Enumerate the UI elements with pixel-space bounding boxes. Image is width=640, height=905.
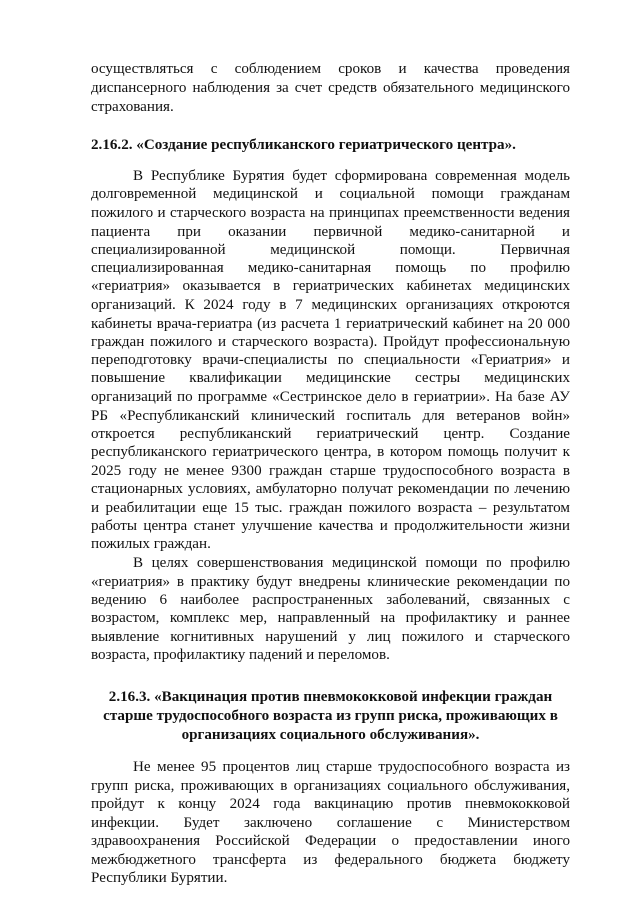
text-line: возраста, профилактику падений и переломов. bbox=[91, 647, 390, 663]
text-line: пожилых граждан. bbox=[91, 536, 211, 552]
text-line: межбюджетного трансферта из федерального бюджета бюджету bbox=[91, 852, 570, 868]
section-heading: 2.16.2. «Создание республиканского гериатрического центра». bbox=[91, 137, 516, 153]
text-line: В целях совершенствования медицинской помощи по профилю bbox=[133, 555, 570, 571]
text-line: откроется республиканский гериатрический центр. Создание bbox=[91, 426, 570, 442]
text-line: долговременной медицинской и социальной помощи гражданам bbox=[91, 186, 570, 202]
text-line: 2025 году не менее 9300 граждан старше трудоспособного возраста в bbox=[91, 463, 570, 479]
text-line: «гериатрия» оказывается в гериатрических кабинетах медицинских bbox=[91, 278, 570, 294]
text-line: и реабилитации еще 15 тыс. граждан пожилого возраста – результатом bbox=[91, 500, 570, 516]
text-line: республиканского гериатрического центра, в котором помощь получит к bbox=[91, 444, 570, 460]
text-line: переподготовку врачи-специалисты по специальности «Гериатрия» и bbox=[91, 352, 570, 368]
text-line: страхования. bbox=[91, 99, 174, 115]
text-line: граждан пожилого и старческого возраста). Пройдут профессиональную bbox=[91, 334, 570, 350]
section-heading: организациях социального обслуживания». bbox=[181, 727, 480, 743]
text-line: кабинеты врача-гериатра (из расчета 1 гериатрический кабинет на 20 000 bbox=[91, 316, 570, 332]
section-heading: старше трудоспособного возраста из групп риска, проживающих в bbox=[103, 708, 558, 724]
text-line: специализированной медицинской помощи. Первичная bbox=[91, 242, 570, 258]
text-line: пожилого и старческого возраста на принципах преемственности ведения bbox=[91, 205, 570, 221]
text-line: работы центра станет улучшение качества и продолжительности жизни bbox=[91, 518, 570, 534]
text-line: «гериатрия» в практику будут внедрены клинические рекомендации по bbox=[91, 574, 570, 590]
text-line: возрастом, комплекс мер, направленный на профилактику и раннее bbox=[91, 610, 570, 626]
text-line: Республики Бурятии. bbox=[91, 870, 228, 886]
text-line: повышение квалификации медицинские сестры медицинских bbox=[91, 370, 570, 386]
text-line: специализированная медико-санитарная помощь по профилю bbox=[91, 260, 570, 276]
section-heading: 2.16.3. «Вакцинация против пневмококковой инфекции граждан bbox=[108, 689, 553, 705]
text-line: пациента при оказании первичной медико-санитарной и bbox=[91, 224, 570, 240]
text-line: диспансерного наблюдения за счет средств обязательного медицинского bbox=[91, 80, 570, 96]
text-line: выявление когнитивных нарушений у лиц пожилого и старческого bbox=[91, 629, 570, 645]
text-line: осуществляться с соблюдением сроков и качества проведения bbox=[91, 61, 570, 77]
text-line: ведению 6 наиболее распространенных заболеваний, связанных с bbox=[91, 592, 570, 608]
text-line: В Республике Бурятия будет сформирована современная модель bbox=[133, 168, 570, 184]
text-line: здравоохранения Российской Федерации о предоставлении иного bbox=[91, 833, 570, 849]
text-line: РБ «Республиканский клинический госпиталь для ветеранов войн» bbox=[91, 408, 570, 424]
text-line: организаций по программе «Сестринское дело в гериатрии». На базе АУ bbox=[91, 389, 570, 405]
text-line: групп риска, проживающих в организациях социального обслуживания, bbox=[91, 778, 570, 794]
text-line: пройдут к концу 2024 года вакцинацию против пневмококковой bbox=[91, 796, 570, 812]
text-line: организаций. К 2024 году в 7 медицинских организациях откроются bbox=[91, 297, 570, 313]
text-line: стационарных условиях, амбулаторно получат рекомендации по лечению bbox=[91, 481, 570, 497]
text-line: Не менее 95 процентов лиц старше трудоспособного возраста из bbox=[133, 759, 570, 775]
text-line: инфекции. Будет заключено соглашение с Министерством bbox=[91, 815, 570, 831]
